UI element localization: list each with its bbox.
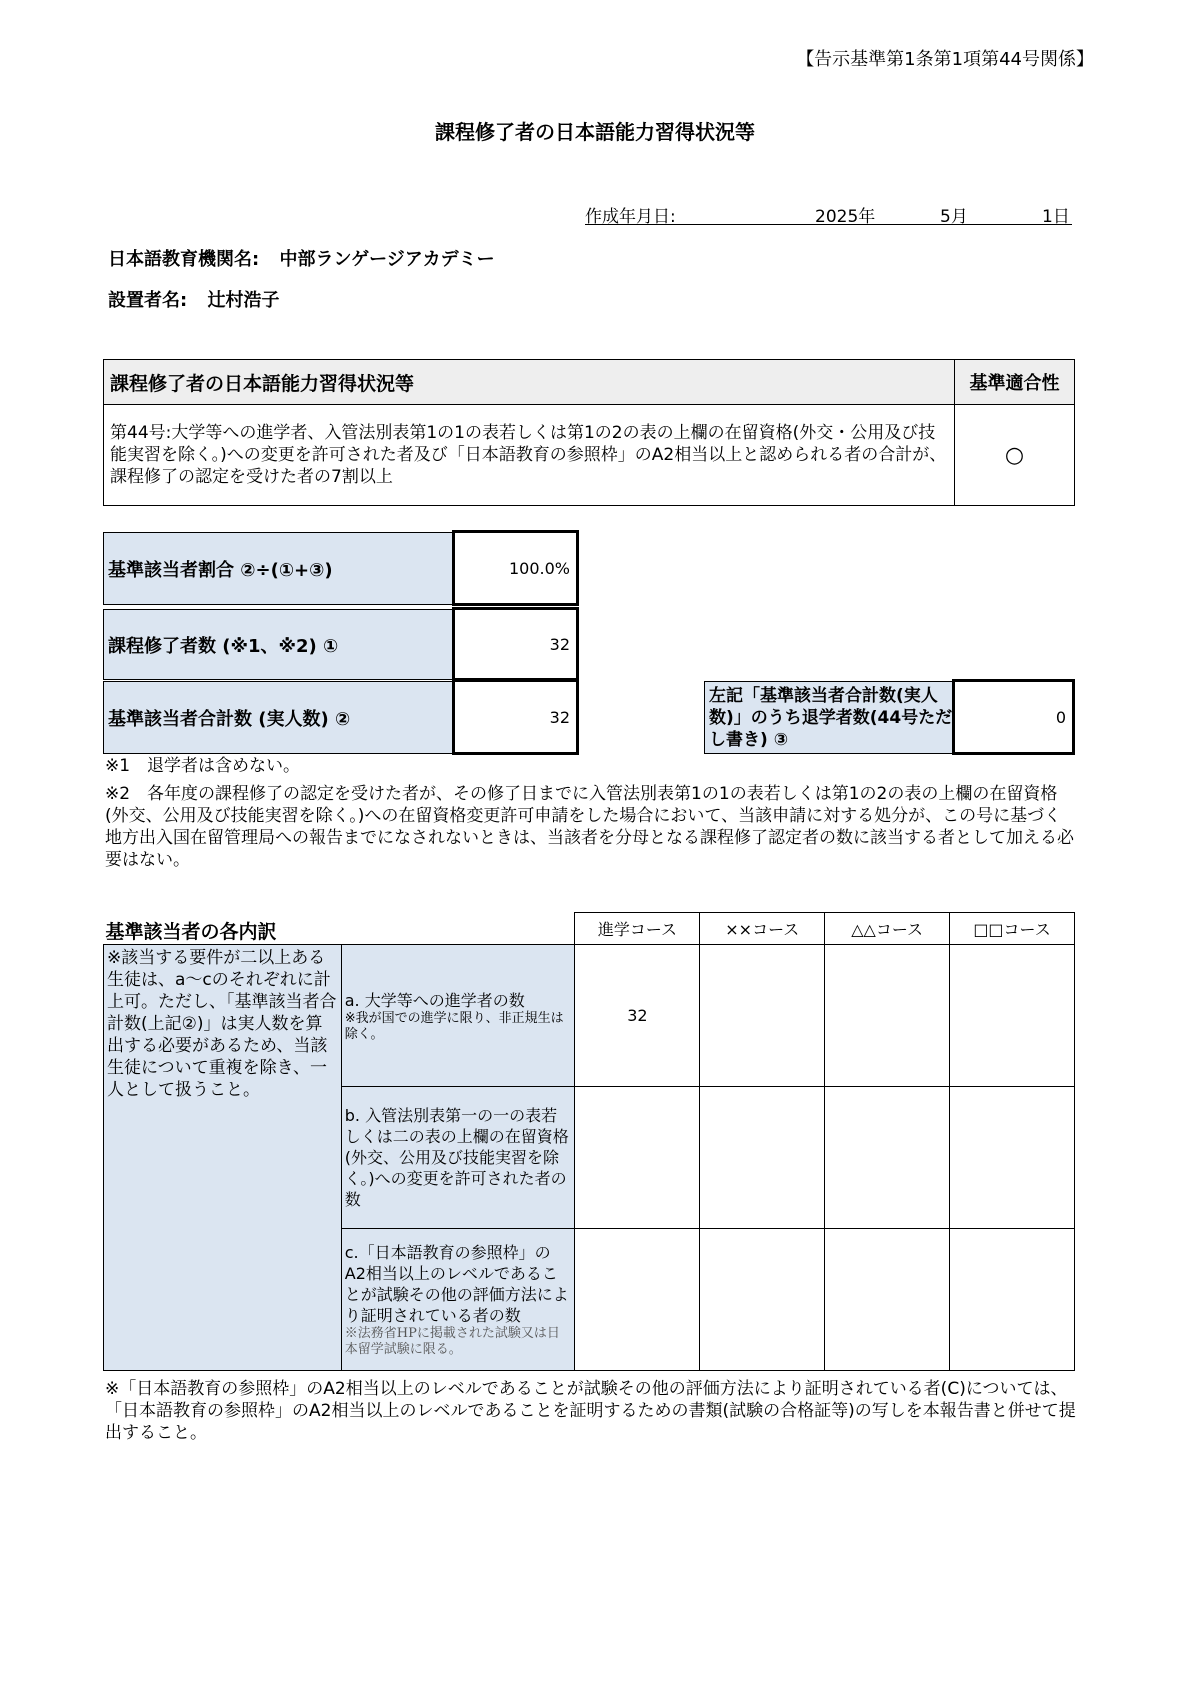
date-day: 1日 xyxy=(1042,207,1070,227)
note-2: ※2 各年度の課程修了の認定を受けた者が、その修了日までに入管法別表第1の1の表若しくは第1の2の表の上欄の在留資格(外交、公用及び技能実習を除く。)への在留資格変更許可申請をした場合において、当該申請に対する処分が、この号に基づく地方出入国在留管理局への報告までになされないときは、当該者を分母となる課程修了認定者の数に該当する者として加える必要はない。 xyxy=(105,784,1074,870)
date-label: 作成年月日: xyxy=(585,207,676,227)
conformity-result: ○ xyxy=(955,405,1075,506)
standard-description: 第44号:大学等への進学者、入管法別表第1の1の表若しくは第1の2の表の上欄の在留資格(外交・公用及び技能実習を除く。)への変更を許可された者及び「日本語教育の参照枠」のA2相当以上と認められる者の合計が、課程修了の認定を受けた者の7割以上 xyxy=(104,405,955,506)
table-cell: 32 xyxy=(575,945,700,1087)
column-header: ××コース xyxy=(700,913,825,945)
institution-name: 中部ランゲージアカデミー xyxy=(279,249,495,270)
ratio-value: 100.0% xyxy=(452,530,579,606)
date-month: 5月 xyxy=(940,207,968,227)
table-cell xyxy=(950,1229,1075,1371)
withdrawn-value: 0 xyxy=(952,679,1075,755)
table-cell xyxy=(700,1229,825,1371)
standard-table xyxy=(103,359,1075,506)
completers-label: 課程修了者数 (※1、※2) ① xyxy=(103,609,453,680)
breakdown-table xyxy=(103,912,1075,1371)
row-a-label-cell xyxy=(341,945,575,1087)
table-cell xyxy=(575,1229,700,1371)
ratio-label: 基準該当者割合 ②÷(①+③) xyxy=(103,532,453,605)
total-value: 32 xyxy=(452,679,579,755)
column-header: 進学コース xyxy=(575,913,700,945)
footer-note: ※「日本語教育の参照枠」のA2相当以上のレベルであることが試験その他の評価方法により証明されている者(C)については、「日本語教育の参照枠」のA2相当以上のレベルであることを証明するための書類(試験の合格証等)の写しを本報告書と併せて提出すること。 xyxy=(105,1379,1076,1443)
creation-date xyxy=(585,202,1072,225)
row-c-sub: ※法務省HPに掲載された試験又は日本留学試験に限る。 xyxy=(344,1325,560,1357)
row-c-label-cell xyxy=(341,1229,575,1371)
institution-label: 日本語教育機関名: xyxy=(108,249,260,270)
note-1: ※1 退学者は含めない。 xyxy=(105,756,301,776)
total-label: 基準該当者合計数 (実人数) ② xyxy=(103,681,453,754)
conformity-header: 基準適合性 xyxy=(955,360,1075,405)
table-cell xyxy=(825,945,950,1087)
table-cell xyxy=(950,945,1075,1087)
table-cell xyxy=(825,1229,950,1371)
row-c-label: c.「日本語教育の参照枠」のA2相当以上のレベルであることが試験その他の評価方法により証明されている者の数 xyxy=(344,1242,569,1325)
row-a-sub: ※我が国での進学に限り、非正規生は除く。 xyxy=(344,1011,564,1042)
column-header: △△コース xyxy=(825,913,950,945)
institution-line xyxy=(108,245,495,271)
row-b-label: b. 入管法別表第一の一の表若しくは二の表の上欄の在留資格(外交、公用及び技能実習を除く。)への変更を許可された者の数 xyxy=(341,1087,575,1229)
table-cell xyxy=(825,1087,950,1229)
regulation-tag: 【告示基準第1条第1項第44号関係】 xyxy=(796,49,1094,70)
table-cell xyxy=(700,1087,825,1229)
table-cell xyxy=(950,1087,1075,1229)
completers-value: 32 xyxy=(452,607,579,681)
column-header: □□コース xyxy=(950,913,1075,945)
table-cell xyxy=(700,945,825,1087)
table-cell xyxy=(575,1087,700,1229)
founder-line xyxy=(108,286,279,312)
standard-header: 課程修了者の日本語能力習得状況等 xyxy=(104,360,955,405)
date-year: 2025年 xyxy=(815,207,876,227)
page-title: 課程修了者の日本語能力習得状況等 xyxy=(435,120,755,144)
founder-label: 設置者名: xyxy=(108,290,188,311)
breakdown-side-note: ※該当する要件が二以上ある生徒は、a〜cのそれぞれに計上可。ただし、「基準該当者合計数(上記②)」は実人数を算出する必要があるため、当該生徒について重複を除き、一人として扱うこと。 xyxy=(104,945,342,1371)
breakdown-title: 基準該当者の各内訳 xyxy=(104,913,575,945)
row-a-label: a. 大学等への進学者の数 xyxy=(344,991,525,1010)
withdrawn-label: 左記「基準該当者合計数(実人数)」のうち退学者数(44号ただし書き) ③ xyxy=(704,681,954,754)
founder-name: 辻村浩子 xyxy=(207,290,280,311)
